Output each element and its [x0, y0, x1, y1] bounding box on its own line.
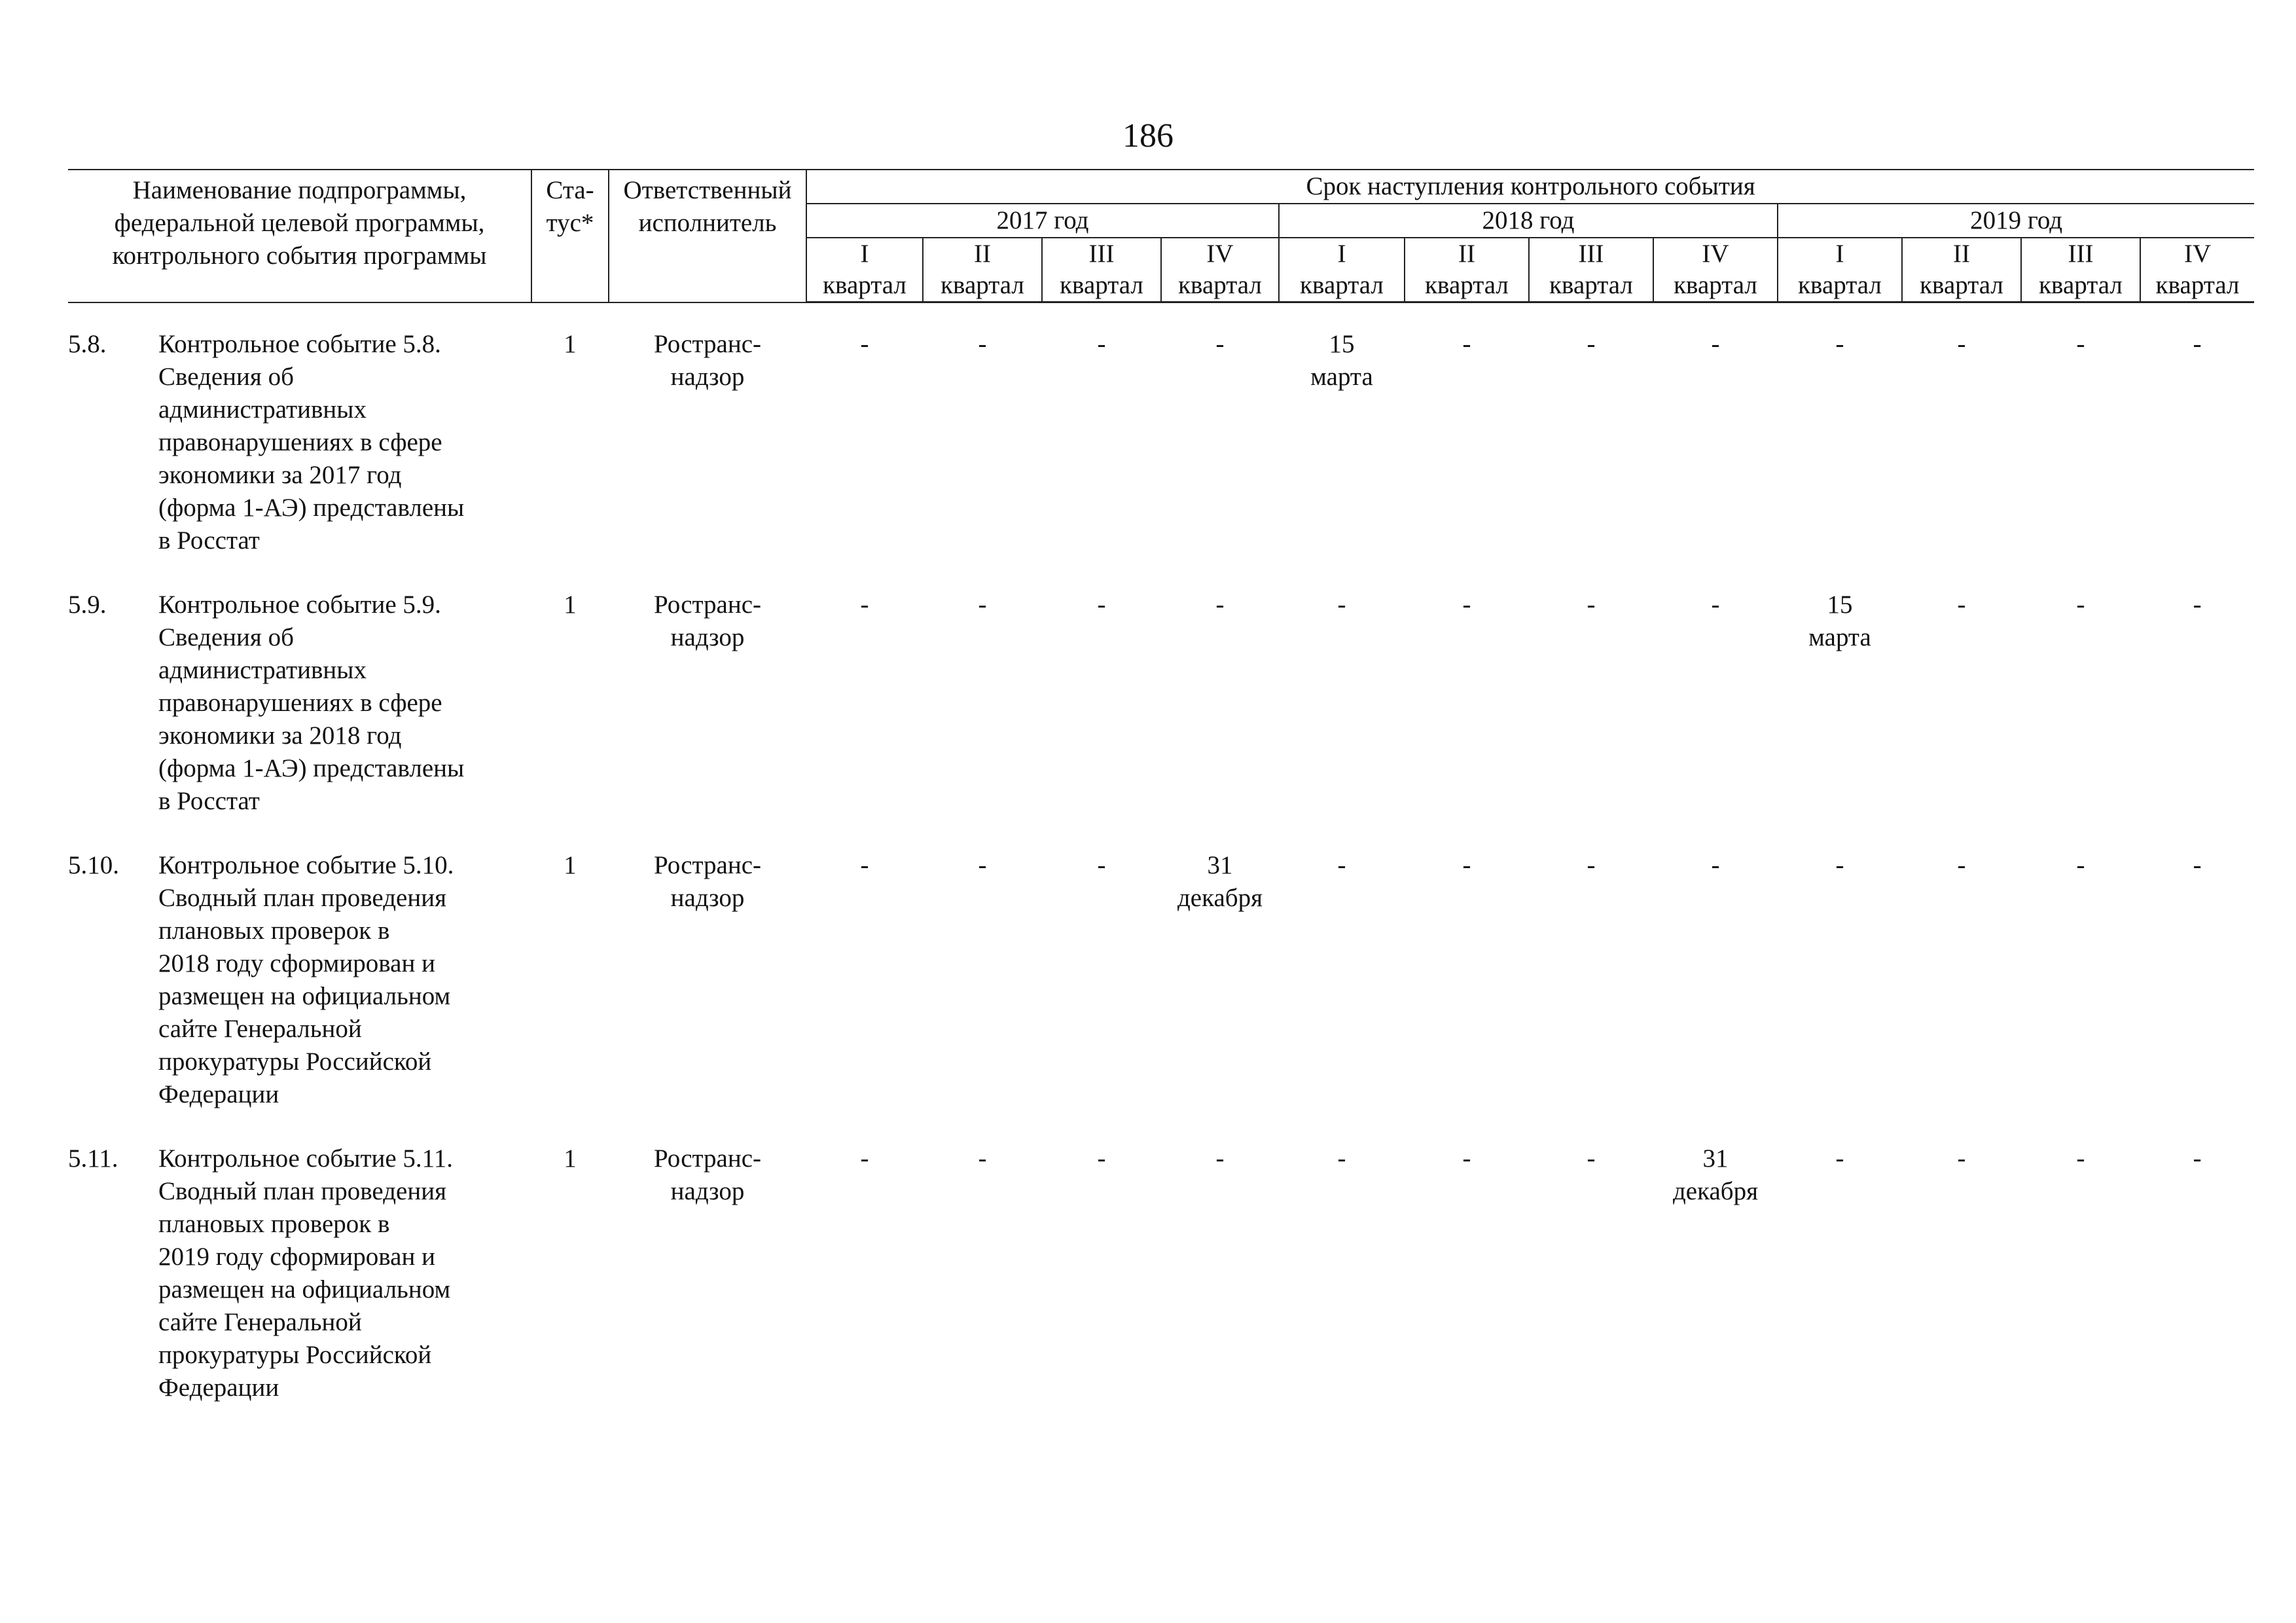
quarter-value-line: -: [978, 591, 987, 619]
quarter-value-line: -: [1462, 591, 1471, 619]
quarter-value-cell: [1902, 328, 2021, 589]
status-cell: 1: [564, 330, 577, 358]
executor-line: Ространс-: [654, 851, 761, 879]
quarter-value-cell: [1161, 1142, 1279, 1436]
event-title-line: Контрольное событие 5.11.: [158, 1144, 453, 1173]
table-row: [68, 1142, 2254, 1436]
event-name-layout: [68, 328, 531, 557]
status-cell: 1: [564, 851, 577, 879]
executor-line: Ространс-: [654, 1144, 761, 1173]
quarter-value-line: -: [1835, 851, 1844, 879]
event-title-line: экономики за 2017 год: [158, 461, 402, 489]
header-year-2018: 2018 год: [1279, 204, 1778, 238]
event-number: 5.8.: [68, 330, 107, 358]
event-title-line: в Росстат: [158, 787, 260, 815]
header-quarter-word: квартал: [1300, 271, 1384, 299]
quarter-value-cell: [1405, 849, 1529, 1142]
quarter-value-line: -: [1711, 330, 1720, 358]
header-quarter-numeral: II: [1458, 240, 1475, 268]
header-quarter-word: квартал: [1920, 271, 2003, 299]
header-quarter-cell: [1902, 238, 2021, 302]
event-title-line: Сводный план проведения: [158, 884, 447, 912]
header-quarter-cell: [806, 238, 923, 302]
quarter-value-line: 15: [1329, 330, 1355, 358]
quarter-value-line: -: [860, 330, 869, 358]
quarter-value-line: -: [2193, 591, 2202, 619]
header-quarter-cell: [1529, 238, 1653, 302]
event-title-line: размещен на официальном: [158, 1275, 451, 1304]
quarter-value-line: -: [1215, 1144, 1225, 1173]
quarter-value-cell: [2140, 849, 2254, 1142]
event-title-line: Контрольное событие 5.10.: [158, 851, 454, 879]
table-header: [68, 170, 2254, 302]
header-quarter-cell: [2140, 238, 2254, 302]
header-executor-column: [609, 170, 806, 302]
quarter-value-cell: [1653, 328, 1778, 589]
quarter-value-line: декабря: [1177, 884, 1263, 912]
quarter-value-cell: [2021, 589, 2140, 849]
header-quarter-cell: [1279, 238, 1405, 302]
quarter-value-cell: [1405, 589, 1529, 849]
quarter-value-cell: [1042, 1142, 1161, 1436]
quarter-value-line: -: [1711, 591, 1720, 619]
quarter-value-cell: [1778, 849, 1902, 1142]
executor-cell: [609, 589, 806, 849]
control-events-table: [68, 169, 2254, 1436]
quarter-value-cell: [1279, 849, 1405, 1142]
event-name-layout: [68, 849, 531, 1111]
header-deadline-group: Срок наступления контрольного события: [806, 170, 2254, 204]
quarter-value-line: -: [2193, 851, 2202, 879]
quarter-value-cell: [2140, 589, 2254, 849]
quarter-value-cell: [1529, 1142, 1653, 1436]
table-row: [68, 849, 2254, 1142]
event-title-line: плановых проверок в: [158, 917, 390, 945]
header-quarter-numeral: I: [1337, 240, 1346, 268]
quarter-value-cell: [1161, 328, 1279, 589]
quarter-value-line: -: [2076, 1144, 2085, 1173]
quarter-value-cell: [1902, 849, 2021, 1142]
event-name-layout: [68, 1142, 531, 1404]
quarter-value-line: -: [978, 1144, 987, 1173]
header-quarter-numeral: IV: [1206, 240, 1234, 268]
event-title-line: сайте Генеральной: [158, 1015, 362, 1043]
header-quarter-word: квартал: [941, 271, 1024, 299]
event-title: [158, 1142, 453, 1404]
status-cell: 1: [564, 591, 577, 619]
quarter-value-cell: [1653, 589, 1778, 849]
quarter-value-line: -: [1215, 591, 1225, 619]
executor-cell: [609, 1142, 806, 1436]
event-name-cell: [68, 849, 531, 1142]
quarter-value-cell: [806, 1142, 923, 1436]
event-title-line: (форма 1-АЭ) представлены: [158, 494, 465, 522]
executor-line: надзор: [670, 623, 745, 651]
quarter-value-cell: [2140, 1142, 2254, 1436]
header-quarter-numeral: II: [1953, 240, 1970, 268]
quarter-value-line: -: [1711, 851, 1720, 879]
quarter-value-line: -: [1587, 591, 1596, 619]
quarter-value-cell: [1778, 1142, 1902, 1436]
quarter-value-line: -: [1587, 1144, 1596, 1173]
quarter-value-cell: [1529, 589, 1653, 849]
quarter-value-line: -: [2193, 330, 2202, 358]
header-quarter-numeral: II: [974, 240, 991, 268]
quarter-value-cell: [1161, 849, 1279, 1142]
quarter-value-cell: [2140, 328, 2254, 589]
quarter-value-cell: [1042, 328, 1161, 589]
executor-cell: [609, 849, 806, 1142]
quarter-value-line: -: [2076, 330, 2085, 358]
event-title-line: плановых проверок в: [158, 1210, 390, 1238]
table-spacer-row: [68, 302, 2254, 329]
table-body: [68, 302, 2254, 1436]
quarter-value-line: -: [2076, 851, 2085, 879]
header-quarter-cell: [1653, 238, 1778, 302]
quarter-value-line: -: [2076, 591, 2085, 619]
quarter-value-cell: [1161, 589, 1279, 849]
quarter-value-line: -: [1587, 851, 1596, 879]
table-spacer-cell: [68, 302, 2254, 329]
header-status-line1: Ста-: [546, 176, 594, 204]
quarter-value-cell: [1279, 328, 1405, 589]
quarter-value-line: 31: [1702, 1144, 1729, 1173]
event-title-line: Федерации: [158, 1080, 279, 1108]
quarter-value-line: -: [1957, 851, 1966, 879]
event-name-cell: [68, 1142, 531, 1436]
event-title-line: прокуратуры Российской: [158, 1341, 432, 1369]
quarter-value-cell: [923, 1142, 1042, 1436]
event-title-line: (форма 1-АЭ) представлены: [158, 754, 465, 782]
event-title-line: в Росстат: [158, 526, 260, 555]
event-title: [158, 849, 454, 1111]
quarter-value-line: -: [1587, 330, 1596, 358]
executor-line: Ространс-: [654, 591, 761, 619]
header-quarter-numeral: I: [860, 240, 869, 268]
quarter-value-cell: [1529, 849, 1653, 1142]
quarter-value-line: -: [1957, 591, 1966, 619]
event-title-line: размещен на официальном: [158, 982, 451, 1010]
quarter-value-cell: [923, 849, 1042, 1142]
control-events-table-wrap: [68, 169, 2240, 1436]
header-quarter-numeral: IV: [1702, 240, 1729, 268]
quarter-value-line: -: [1462, 851, 1471, 879]
quarter-value-line: -: [1097, 1144, 1106, 1173]
event-title-line: административных: [158, 656, 367, 684]
header-quarter-word: квартал: [1798, 271, 1882, 299]
event-name-cell: [68, 589, 531, 849]
header-quarter-numeral: I: [1835, 240, 1844, 268]
quarter-value-cell: [1778, 589, 1902, 849]
quarter-value-cell: [1653, 849, 1778, 1142]
quarter-value-line: -: [1462, 1144, 1471, 1173]
quarter-value-line: -: [860, 851, 869, 879]
header-quarter-word: квартал: [2039, 271, 2123, 299]
quarter-value-line: -: [1337, 591, 1346, 619]
event-title-line: Контрольное событие 5.8.: [158, 330, 441, 358]
executor-cell: [609, 328, 806, 589]
header-quarter-cell: [1405, 238, 1529, 302]
executor-line: надзор: [670, 1177, 745, 1205]
header-quarter-word: квартал: [1060, 271, 1143, 299]
header-quarter-numeral: III: [2068, 240, 2094, 268]
quarter-value-cell: [923, 328, 1042, 589]
quarter-value-line: -: [978, 851, 987, 879]
header-quarter-word: квартал: [1425, 271, 1509, 299]
event-title-line: Контрольное событие 5.9.: [158, 591, 441, 619]
header-quarter-word: квартал: [1549, 271, 1633, 299]
table-row: [68, 589, 2254, 849]
event-title-line: 2019 году сформирован и: [158, 1243, 435, 1271]
event-title-line: Сведения об: [158, 623, 294, 651]
table-row: [68, 328, 2254, 589]
header-status-column: [531, 170, 609, 302]
header-quarter-cell: [923, 238, 1042, 302]
executor-line: надзор: [670, 884, 745, 912]
event-title-line: правонарушениях в сфере: [158, 428, 442, 456]
quarter-value-line: -: [1215, 330, 1225, 358]
header-quarter-cell: [1042, 238, 1161, 302]
status-cell: 1: [564, 1144, 577, 1173]
quarter-value-line: -: [1097, 851, 1106, 879]
event-title-line: Федерации: [158, 1374, 279, 1402]
quarter-value-line: 15: [1827, 591, 1853, 619]
event-title-line: 2018 году сформирован и: [158, 949, 435, 977]
quarter-value-line: -: [860, 591, 869, 619]
event-title-line: Сводный план проведения: [158, 1177, 447, 1205]
quarter-value-line: -: [1337, 1144, 1346, 1173]
quarter-value-line: -: [1957, 330, 1966, 358]
quarter-value-cell: [1042, 849, 1161, 1142]
quarter-value-cell: [1405, 328, 1529, 589]
header-year-2017: 2017 год: [806, 204, 1279, 238]
header-quarter-numeral: III: [1088, 240, 1115, 268]
executor-line: Ространс-: [654, 330, 761, 358]
event-number: 5.10.: [68, 851, 119, 879]
quarter-value-line: -: [1462, 330, 1471, 358]
executor-line: надзор: [670, 363, 745, 391]
quarter-value-cell: [1529, 328, 1653, 589]
header-name-column: Наименование подпрограммы, федеральной целевой программы, контрольного события программы: [68, 170, 531, 302]
quarter-value-line: 31: [1207, 851, 1233, 879]
quarter-value-line: -: [2193, 1144, 2202, 1173]
quarter-value-line: -: [1835, 1144, 1844, 1173]
event-title-line: прокуратуры Российской: [158, 1048, 432, 1076]
quarter-value-cell: [2021, 328, 2140, 589]
header-year-2019: 2019 год: [1778, 204, 2254, 238]
page-number: 186: [1122, 117, 1174, 155]
quarter-value-cell: [1778, 328, 1902, 589]
event-number: 5.11.: [68, 1144, 118, 1173]
quarter-value-line: марта: [1310, 363, 1373, 391]
quarter-value-cell: [1902, 589, 2021, 849]
event-title-line: административных: [158, 395, 367, 424]
quarter-value-line: марта: [1808, 623, 1871, 651]
header-quarter-numeral: III: [1578, 240, 1604, 268]
quarter-value-line: -: [860, 1144, 869, 1173]
quarter-value-cell: [1653, 1142, 1778, 1436]
quarter-value-cell: [923, 589, 1042, 849]
header-quarter-cell: [2021, 238, 2140, 302]
header-quarter-cell: [1778, 238, 1902, 302]
event-title: [158, 589, 464, 818]
quarter-value-line: -: [1097, 591, 1106, 619]
header-quarter-word: квартал: [1674, 271, 1757, 299]
quarter-value-cell: [1042, 589, 1161, 849]
quarter-value-line: -: [1337, 851, 1346, 879]
header-quarter-numeral: IV: [2183, 240, 2212, 268]
quarter-value-cell: [1902, 1142, 2021, 1436]
quarter-value-cell: [1279, 589, 1405, 849]
header-executor-line2: исполнитель: [638, 209, 777, 237]
quarter-value-cell: [806, 328, 923, 589]
event-title-line: экономики за 2018 год: [158, 721, 402, 750]
quarter-value-cell: [1405, 1142, 1529, 1436]
quarter-value-cell: [2021, 1142, 2140, 1436]
quarter-value-cell: [1279, 1142, 1405, 1436]
quarter-value-line: -: [1957, 1144, 1966, 1173]
header-quarter-cell: [1161, 238, 1279, 302]
quarter-value-line: -: [1097, 330, 1106, 358]
header-quarter-word: квартал: [2155, 271, 2240, 299]
header-executor-line1: Ответственный: [623, 176, 792, 204]
event-name-layout: [68, 589, 531, 818]
event-title-line: Сведения об: [158, 363, 294, 391]
quarter-value-line: -: [1835, 330, 1844, 358]
header-quarter-word: квартал: [823, 271, 906, 299]
quarter-value-cell: [806, 849, 923, 1142]
header-quarter-word: квартал: [1178, 271, 1262, 299]
event-name-cell: [68, 328, 531, 589]
event-title-line: правонарушениях в сфере: [158, 689, 442, 717]
event-title-line: сайте Генеральной: [158, 1308, 362, 1336]
event-title: [158, 328, 464, 557]
quarter-value-cell: [2021, 849, 2140, 1142]
quarter-value-line: -: [978, 330, 987, 358]
quarter-value-cell: [806, 589, 923, 849]
header-status-line2: тус*: [546, 209, 594, 237]
event-number: 5.9.: [68, 591, 107, 619]
quarter-value-line: декабря: [1672, 1177, 1759, 1205]
